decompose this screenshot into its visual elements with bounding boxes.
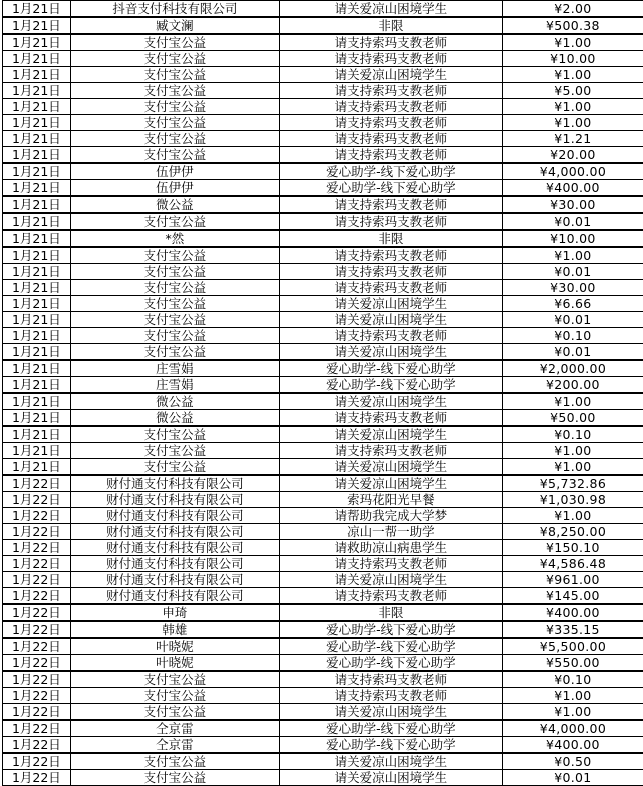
cell-amount[interactable]: ¥4,000.00 xyxy=(502,720,643,737)
cell-purpose[interactable]: 请关爱凉山困境学生 xyxy=(279,296,502,312)
cell-date[interactable]: 1月21日 xyxy=(3,67,71,83)
cell-date[interactable]: 1月22日 xyxy=(3,770,71,786)
cell-purpose[interactable]: 请支持索玛支教老师 xyxy=(279,688,502,704)
cell-donor[interactable]: 支付宝公益 xyxy=(70,213,279,230)
cell-amount[interactable]: ¥1.00 xyxy=(502,393,643,410)
table-row xyxy=(3,34,643,51)
cell-amount[interactable]: ¥1.00 xyxy=(502,443,643,459)
cell-purpose[interactable]: 请帮助我完成大学梦 xyxy=(279,508,502,524)
cell-amount[interactable]: ¥1.00 xyxy=(502,459,643,476)
cell-donor[interactable]: 财付通支付科技有限公司 xyxy=(70,475,279,492)
table-row xyxy=(3,196,643,213)
cell-purpose[interactable]: 请支持索玛支教老师 xyxy=(279,443,502,459)
cell-date[interactable]: 1月22日 xyxy=(3,475,71,492)
cell-purpose[interactable]: 请关爱凉山困境学生 xyxy=(279,0,502,17)
table-row xyxy=(3,604,643,621)
cell-amount[interactable]: ¥30.00 xyxy=(502,280,643,296)
cell-amount[interactable]: ¥400.00 xyxy=(502,180,643,197)
cell-donor[interactable]: 叶晓妮 xyxy=(70,638,279,655)
cell-amount[interactable]: ¥1.00 xyxy=(502,508,643,524)
table-row xyxy=(3,459,643,476)
table-row xyxy=(3,671,643,688)
table-row xyxy=(3,0,643,17)
cell-date[interactable]: 1月22日 xyxy=(3,671,71,688)
cell-purpose[interactable]: 请关爱凉山困境学生 xyxy=(279,475,502,492)
table-row xyxy=(3,492,643,508)
donation-table-body xyxy=(3,0,643,786)
cell-date[interactable]: 1月21日 xyxy=(3,83,71,99)
cell-purpose[interactable]: 请关爱凉山困境学生 xyxy=(279,572,502,588)
cell-donor[interactable]: 支付宝公益 xyxy=(70,459,279,476)
cell-donor[interactable]: 财付通支付科技有限公司 xyxy=(70,524,279,540)
cell-donor[interactable]: 伍伊伊 xyxy=(70,180,279,197)
cell-date[interactable]: 1月21日 xyxy=(3,459,71,476)
cell-amount[interactable]: ¥150.10 xyxy=(502,540,643,556)
cell-donor[interactable]: 韩雄 xyxy=(70,621,279,638)
cell-donor[interactable]: *然 xyxy=(70,230,279,247)
cell-purpose[interactable]: 请关爱凉山困境学生 xyxy=(279,344,502,361)
table-row xyxy=(3,688,643,704)
cell-date[interactable]: 1月21日 xyxy=(3,247,71,264)
cell-date[interactable]: 1月21日 xyxy=(3,115,71,131)
cell-amount[interactable]: ¥335.15 xyxy=(502,621,643,638)
table-row xyxy=(3,556,643,572)
cell-date[interactable]: 1月21日 xyxy=(3,312,71,328)
cell-purpose[interactable]: 请关爱凉山困境学生 xyxy=(279,312,502,328)
cell-purpose[interactable]: 请支持索玛支教老师 xyxy=(279,115,502,131)
table-row xyxy=(3,360,643,377)
cell-date[interactable]: 1月21日 xyxy=(3,426,71,443)
cell-amount[interactable]: ¥0.01 xyxy=(502,264,643,280)
cell-purpose[interactable]: 请关爱凉山困境学生 xyxy=(279,459,502,476)
cell-date[interactable]: 1月21日 xyxy=(3,264,71,280)
cell-date[interactable]: 1月21日 xyxy=(3,360,71,377)
cell-amount[interactable]: ¥2,000.00 xyxy=(502,360,643,377)
cell-donor[interactable]: 支付宝公益 xyxy=(70,443,279,459)
table-row xyxy=(3,621,643,638)
cell-donor[interactable]: 支付宝公益 xyxy=(70,770,279,786)
table-row xyxy=(3,410,643,427)
cell-date[interactable]: 1月22日 xyxy=(3,621,71,638)
cell-donor[interactable]: 财付通支付科技有限公司 xyxy=(70,556,279,572)
cell-amount[interactable]: ¥0.10 xyxy=(502,671,643,688)
cell-purpose[interactable]: 爱心助学-线下爱心助学 xyxy=(279,377,502,394)
cell-donor[interactable]: 支付宝公益 xyxy=(70,131,279,147)
cell-purpose[interactable]: 爱心助学-线下爱心助学 xyxy=(279,655,502,672)
cell-donor[interactable]: 支付宝公益 xyxy=(70,312,279,328)
cell-donor[interactable]: 支付宝公益 xyxy=(70,753,279,770)
cell-amount[interactable]: ¥0.01 xyxy=(502,312,643,328)
table-row xyxy=(3,588,643,605)
cell-date[interactable]: 1月22日 xyxy=(3,508,71,524)
cell-donor[interactable]: 支付宝公益 xyxy=(70,34,279,51)
table-row xyxy=(3,655,643,672)
table-row xyxy=(3,67,643,83)
cell-purpose[interactable]: 请支持索玛支教老师 xyxy=(279,328,502,344)
cell-donor[interactable]: 支付宝公益 xyxy=(70,264,279,280)
cell-purpose[interactable]: 索玛花阳光早餐 xyxy=(279,492,502,508)
cell-amount[interactable]: ¥4,000.00 xyxy=(502,163,643,180)
table-row xyxy=(3,753,643,770)
cell-date[interactable]: 1月22日 xyxy=(3,753,71,770)
cell-date[interactable]: 1月21日 xyxy=(3,147,71,164)
cell-purpose[interactable]: 请支持索玛支教老师 xyxy=(279,213,502,230)
cell-amount[interactable]: ¥20.00 xyxy=(502,147,643,164)
cell-amount[interactable]: ¥1.00 xyxy=(502,34,643,51)
table-row xyxy=(3,377,643,394)
cell-amount[interactable]: ¥1.00 xyxy=(502,67,643,83)
table-row xyxy=(3,572,643,588)
cell-date[interactable]: 1月21日 xyxy=(3,180,71,197)
table-row xyxy=(3,540,643,556)
cell-amount[interactable]: ¥400.00 xyxy=(502,604,643,621)
cell-amount[interactable]: ¥0.01 xyxy=(502,213,643,230)
cell-amount[interactable]: ¥0.10 xyxy=(502,328,643,344)
table-row xyxy=(3,180,643,197)
cell-donor[interactable]: 支付宝公益 xyxy=(70,344,279,361)
table-row xyxy=(3,213,643,230)
cell-date[interactable]: 1月21日 xyxy=(3,328,71,344)
cell-donor[interactable]: 庄雪娟 xyxy=(70,360,279,377)
cell-amount[interactable]: ¥5,732.86 xyxy=(502,475,643,492)
cell-amount[interactable]: ¥145.00 xyxy=(502,588,643,605)
table-row xyxy=(3,131,643,147)
cell-purpose[interactable]: 请关爱凉山困境学生 xyxy=(279,426,502,443)
donation-table xyxy=(2,0,643,786)
cell-purpose[interactable]: 请支持索玛支教老师 xyxy=(279,99,502,115)
cell-purpose[interactable]: 请支持索玛支教老师 xyxy=(279,34,502,51)
cell-date[interactable]: 1月22日 xyxy=(3,604,71,621)
table-row xyxy=(3,393,643,410)
cell-amount[interactable]: ¥0.50 xyxy=(502,753,643,770)
cell-purpose[interactable]: 非限 xyxy=(279,604,502,621)
cell-amount[interactable]: ¥500.38 xyxy=(502,17,643,34)
cell-amount[interactable]: ¥1.00 xyxy=(502,688,643,704)
cell-purpose[interactable]: 爱心助学-线下爱心助学 xyxy=(279,360,502,377)
table-row xyxy=(3,426,643,443)
cell-date[interactable]: 1月21日 xyxy=(3,230,71,247)
cell-donor[interactable]: 财付通支付科技有限公司 xyxy=(70,540,279,556)
cell-date[interactable]: 1月21日 xyxy=(3,163,71,180)
cell-purpose[interactable]: 请支持索玛支教老师 xyxy=(279,83,502,99)
cell-purpose[interactable]: 请支持索玛支教老师 xyxy=(279,410,502,427)
cell-amount[interactable]: ¥8,250.00 xyxy=(502,524,643,540)
cell-donor[interactable]: 支付宝公益 xyxy=(70,280,279,296)
table-row xyxy=(3,720,643,737)
cell-amount[interactable]: ¥0.10 xyxy=(502,426,643,443)
cell-amount[interactable]: ¥30.00 xyxy=(502,196,643,213)
cell-donor[interactable]: 支付宝公益 xyxy=(70,67,279,83)
table-row xyxy=(3,344,643,361)
cell-date[interactable]: 1月21日 xyxy=(3,393,71,410)
cell-purpose[interactable]: 请关爱凉山困境学生 xyxy=(279,770,502,786)
cell-date[interactable]: 1月22日 xyxy=(3,540,71,556)
cell-amount[interactable]: ¥1.00 xyxy=(502,704,643,721)
cell-date[interactable]: 1月22日 xyxy=(3,524,71,540)
table-row xyxy=(3,312,643,328)
cell-donor[interactable]: 支付宝公益 xyxy=(70,83,279,99)
cell-date[interactable]: 1月21日 xyxy=(3,131,71,147)
cell-amount[interactable]: ¥0.01 xyxy=(502,770,643,786)
cell-donor[interactable]: 财付通支付科技有限公司 xyxy=(70,588,279,605)
cell-amount[interactable]: ¥6.66 xyxy=(502,296,643,312)
table-row xyxy=(3,508,643,524)
cell-donor[interactable]: 叶晓妮 xyxy=(70,655,279,672)
cell-date[interactable]: 1月21日 xyxy=(3,410,71,427)
cell-donor[interactable]: 支付宝公益 xyxy=(70,328,279,344)
cell-amount[interactable]: ¥1,030.98 xyxy=(502,492,643,508)
cell-donor[interactable]: 仝京雷 xyxy=(70,720,279,737)
cell-date[interactable]: 1月21日 xyxy=(3,99,71,115)
cell-amount[interactable]: ¥1.00 xyxy=(502,247,643,264)
cell-date[interactable]: 1月22日 xyxy=(3,638,71,655)
cell-amount[interactable]: ¥1.00 xyxy=(502,115,643,131)
cell-donor[interactable]: 支付宝公益 xyxy=(70,671,279,688)
cell-purpose[interactable]: 爱心助学-线下爱心助学 xyxy=(279,180,502,197)
cell-amount[interactable]: ¥10.00 xyxy=(502,230,643,247)
cell-donor[interactable]: 庄雪娟 xyxy=(70,377,279,394)
table-row xyxy=(3,115,643,131)
cell-date[interactable]: 1月21日 xyxy=(3,51,71,67)
cell-purpose[interactable]: 请救助凉山病患学生 xyxy=(279,540,502,556)
cell-donor[interactable]: 伍伊伊 xyxy=(70,163,279,180)
cell-date[interactable]: 1月21日 xyxy=(3,213,71,230)
cell-date[interactable]: 1月21日 xyxy=(3,196,71,213)
table-row xyxy=(3,99,643,115)
cell-purpose[interactable]: 请支持索玛支教老师 xyxy=(279,671,502,688)
cell-purpose[interactable]: 爱心助学-线下爱心助学 xyxy=(279,720,502,737)
cell-date[interactable]: 1月22日 xyxy=(3,688,71,704)
cell-donor[interactable]: 支付宝公益 xyxy=(70,147,279,164)
cell-date[interactable]: 1月22日 xyxy=(3,720,71,737)
cell-date[interactable]: 1月21日 xyxy=(3,17,71,34)
table-row xyxy=(3,247,643,264)
table-row xyxy=(3,704,643,721)
cell-donor[interactable]: 支付宝公益 xyxy=(70,426,279,443)
table-row xyxy=(3,524,643,540)
table-row xyxy=(3,770,643,786)
cell-donor[interactable]: 臧文澜 xyxy=(70,17,279,34)
cell-purpose[interactable]: 请关爱凉山困境学生 xyxy=(279,753,502,770)
cell-donor[interactable]: 支付宝公益 xyxy=(70,296,279,312)
cell-date[interactable]: 1月22日 xyxy=(3,556,71,572)
cell-date[interactable]: 1月22日 xyxy=(3,737,71,754)
cell-date[interactable]: 1月22日 xyxy=(3,572,71,588)
cell-amount[interactable]: ¥2.00 xyxy=(502,0,643,17)
cell-date[interactable]: 1月21日 xyxy=(3,296,71,312)
cell-amount[interactable]: ¥10.00 xyxy=(502,51,643,67)
cell-purpose[interactable]: 非限 xyxy=(279,17,502,34)
cell-donor[interactable]: 申琦 xyxy=(70,604,279,621)
cell-purpose[interactable]: 请支持索玛支教老师 xyxy=(279,247,502,264)
cell-purpose[interactable]: 请支持索玛支教老师 xyxy=(279,51,502,67)
cell-donor[interactable]: 支付宝公益 xyxy=(70,247,279,264)
cell-date[interactable]: 1月21日 xyxy=(3,280,71,296)
cell-donor[interactable]: 支付宝公益 xyxy=(70,99,279,115)
cell-donor[interactable]: 微公益 xyxy=(70,393,279,410)
cell-amount[interactable]: ¥5,500.00 xyxy=(502,638,643,655)
cell-date[interactable]: 1月21日 xyxy=(3,34,71,51)
cell-purpose[interactable]: 请关爱凉山困境学生 xyxy=(279,67,502,83)
cell-amount[interactable]: ¥50.00 xyxy=(502,410,643,427)
cell-purpose[interactable]: 请支持索玛支教老师 xyxy=(279,147,502,164)
table-row xyxy=(3,443,643,459)
cell-purpose[interactable]: 请支持索玛支教老师 xyxy=(279,264,502,280)
table-row xyxy=(3,230,643,247)
cell-purpose[interactable]: 爱心助学-线下爱心助学 xyxy=(279,638,502,655)
cell-date[interactable]: 1月22日 xyxy=(3,704,71,721)
table-row xyxy=(3,638,643,655)
cell-purpose[interactable]: 请关爱凉山困境学生 xyxy=(279,393,502,410)
table-row xyxy=(3,51,643,67)
cell-amount[interactable]: ¥1.00 xyxy=(502,99,643,115)
cell-date[interactable]: 1月22日 xyxy=(3,588,71,605)
cell-amount[interactable]: ¥200.00 xyxy=(502,377,643,394)
cell-donor[interactable]: 微公益 xyxy=(70,196,279,213)
cell-donor[interactable]: 支付宝公益 xyxy=(70,115,279,131)
cell-purpose[interactable]: 爱心助学-线下爱心助学 xyxy=(279,163,502,180)
cell-donor[interactable]: 财付通支付科技有限公司 xyxy=(70,508,279,524)
table-row xyxy=(3,147,643,164)
cell-donor[interactable]: 仝京雷 xyxy=(70,737,279,754)
table-row xyxy=(3,475,643,492)
cell-donor[interactable]: 抖音支付科技有限公司 xyxy=(70,0,279,17)
table-row xyxy=(3,328,643,344)
cell-date[interactable]: 1月21日 xyxy=(3,0,71,17)
cell-donor[interactable]: 支付宝公益 xyxy=(70,688,279,704)
table-row xyxy=(3,280,643,296)
cell-purpose[interactable]: 请支持索玛支教老师 xyxy=(279,131,502,147)
cell-amount[interactable]: ¥4,586.48 xyxy=(502,556,643,572)
table-row xyxy=(3,163,643,180)
cell-donor[interactable]: 支付宝公益 xyxy=(70,704,279,721)
cell-purpose[interactable]: 凉山一帮一助学 xyxy=(279,524,502,540)
cell-purpose[interactable]: 请支持索玛支教老师 xyxy=(279,588,502,605)
cell-date[interactable]: 1月22日 xyxy=(3,492,71,508)
cell-date[interactable]: 1月21日 xyxy=(3,344,71,361)
cell-purpose[interactable]: 请支持索玛支教老师 xyxy=(279,196,502,213)
cell-purpose[interactable]: 请支持索玛支教老师 xyxy=(279,556,502,572)
cell-date[interactable]: 1月22日 xyxy=(3,655,71,672)
table-row xyxy=(3,83,643,99)
cell-amount[interactable]: ¥5.00 xyxy=(502,83,643,99)
cell-date[interactable]: 1月21日 xyxy=(3,443,71,459)
cell-donor[interactable]: 微公益 xyxy=(70,410,279,427)
cell-donor[interactable]: 财付通支付科技有限公司 xyxy=(70,492,279,508)
table-row xyxy=(3,17,643,34)
cell-purpose[interactable]: 非限 xyxy=(279,230,502,247)
cell-amount[interactable]: ¥1.21 xyxy=(502,131,643,147)
table-row xyxy=(3,264,643,280)
cell-purpose[interactable]: 请关爱凉山困境学生 xyxy=(279,704,502,721)
cell-amount[interactable]: ¥0.01 xyxy=(502,344,643,361)
cell-amount[interactable]: ¥400.00 xyxy=(502,737,643,754)
cell-purpose[interactable]: 爱心助学-线下爱心助学 xyxy=(279,621,502,638)
cell-donor[interactable]: 支付宝公益 xyxy=(70,51,279,67)
table-row xyxy=(3,296,643,312)
cell-purpose[interactable]: 请支持索玛支教老师 xyxy=(279,280,502,296)
cell-date[interactable]: 1月21日 xyxy=(3,377,71,394)
cell-amount[interactable]: ¥550.00 xyxy=(502,655,643,672)
cell-donor[interactable]: 财付通支付科技有限公司 xyxy=(70,572,279,588)
cell-amount[interactable]: ¥961.00 xyxy=(502,572,643,588)
cell-purpose[interactable]: 爱心助学-线下爱心助学 xyxy=(279,737,502,754)
table-row xyxy=(3,737,643,754)
